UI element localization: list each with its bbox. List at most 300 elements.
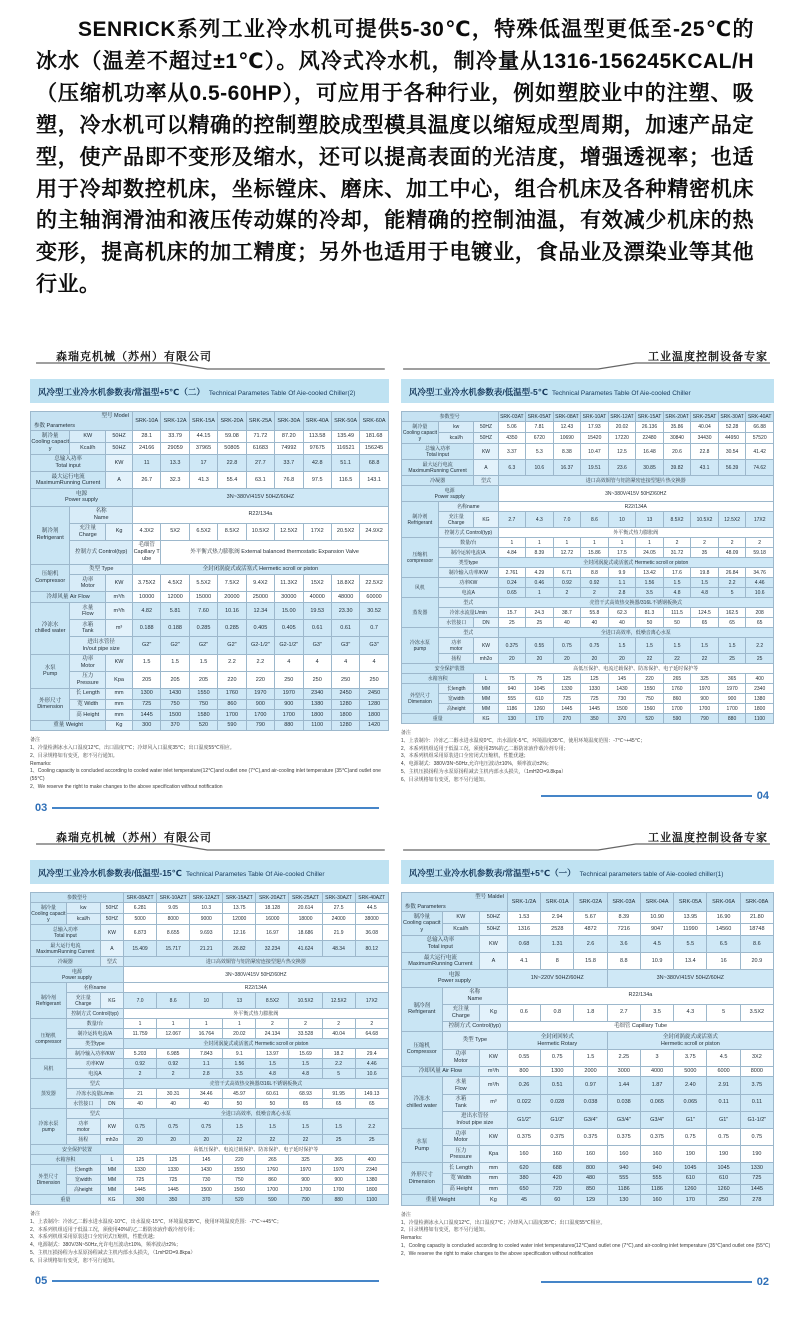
table-row [401,704,773,714]
table-cell: 全封闭涡旋式或活塞式 Hermetic scroll or piston [132,564,388,575]
table-cell: 160 [640,1146,673,1163]
table-cell: 全封闭涡旋式或活塞式 Hermetic scroll or piston [124,1039,389,1049]
table-cell: 8.6 [157,993,190,1009]
table-cell: 22480 [636,433,664,444]
table-row [401,502,773,512]
table-cell: 1700 [663,704,691,714]
table-cell: 风机 [401,578,438,598]
table-cell: 1445 [740,1184,773,1195]
table-cell: 750 [161,699,189,710]
table-cell: 电源 Power supply [31,489,133,506]
table-cell: Kcal/h [442,924,479,936]
spec-table-wrap [30,892,389,1205]
table-row [31,983,389,993]
table-row [401,1184,773,1195]
table-row [401,1094,773,1111]
panel-header [401,347,774,371]
table-cell: 制冷量 Cooling capacity [31,431,70,455]
table-cell: 18.8X2 [331,575,359,592]
table-cell: 宽width [66,1175,100,1185]
table-row [31,603,389,620]
table-cell: 0.375 [541,1129,574,1146]
table-cell: 900 [322,1175,355,1185]
table-cell: 1800 [355,1185,388,1195]
table-row [31,1099,389,1109]
table-cell: 33.79 [161,431,189,443]
table-cell: 9047 [640,924,673,936]
table-cell: 74992 [275,443,303,455]
table-cell: 65 [746,618,774,628]
table-cell: 3000 [607,1066,640,1077]
table-row [401,568,773,578]
table-row [401,987,773,1004]
table-cell: 重量 [401,714,474,724]
table-cell: 610 [526,694,554,704]
table-cell: 1430 [190,1165,223,1175]
table-cell: 压缩机 Compressor [401,1032,442,1066]
table-cell: 1260 [674,1184,707,1195]
table-cell: 36.08 [355,925,388,941]
table-cell: 370 [608,714,636,724]
table-cell: 充注量 Charge [70,523,106,540]
table-cell: 64.68 [355,1029,388,1039]
table-cell: MM [100,1165,123,1175]
table-cell: 23.30 [331,603,359,620]
table-cell: 控制方式 Control(typ) [66,1009,123,1019]
table-cell: 电流A [439,588,499,598]
table-cell: 12.5 [608,444,636,460]
table-cell: 750 [223,1175,256,1185]
table-cell: 1700 [246,710,274,721]
table-cell: 数量/台 [439,538,499,548]
table-cell: 功率 motor [439,638,474,654]
table-cell: 1186 [640,1184,673,1195]
table-cell: 8.8 [581,568,609,578]
table-cell: 20 [498,654,526,664]
table-cell: R22/134A [124,983,389,993]
table-cell: 0.028 [541,1094,574,1111]
table-cell: 全封闭涡旋式或活塞式 Hermetic scroll or piston [498,558,773,568]
table-cell: 3N~380V/415V 50HZ/60HZ [124,967,389,983]
table-cell: 0.375 [640,1129,673,1146]
table-cell: kcal/h [66,914,100,925]
table-cell: m³/h [106,592,133,603]
model-header-cell: SRK-05A [674,893,707,912]
table-row [31,1079,389,1089]
table-cell: 205 [189,671,217,688]
table-cell: 370 [190,1195,223,1205]
table-row [401,512,773,528]
table-cell: 参数型号 [401,412,498,422]
table-cell: 0.8 [541,1004,574,1021]
page-number: 02 [756,1276,769,1289]
table-cell: 型式 [100,957,123,967]
table-cell: 20.9 [740,953,773,970]
table-cell: 4000 [640,1066,673,1077]
table-cell: 160 [541,1146,574,1163]
table-cell: 2.2 [218,654,246,671]
table-cell: 26.136 [636,422,664,433]
table-cell: 8.6 [581,512,609,528]
table-cell: 名称name [439,502,499,512]
table-cell: 外平衡式热力膨胀阀 [498,528,773,538]
table-cell: 730 [190,1175,223,1185]
table-cell: 进口高效铜管与铝箔紧密连接型翅片热交换器 [124,957,389,967]
table-cell: 4.3X2 [132,523,160,540]
table-cell: 170 [526,714,554,724]
table-row [401,1032,773,1049]
table-cell: 5.5X2 [189,575,217,592]
table-cell: 44950 [718,433,746,444]
table-cell: 7.60 [189,603,217,620]
table-cell: 181.68 [360,431,388,443]
table-cell: 1700 [718,704,746,714]
table-cell: 0.6 [507,1004,540,1021]
table-cell: 1380 [746,694,774,704]
table-cell: 高低压保护、电流过载保护、防冻保护、电子延时保护等 [498,664,773,674]
table-cell: KW [106,575,133,592]
table-cell: 0.75 [190,1119,223,1135]
table-cell: 2.8 [190,1069,223,1079]
table-cell: 4.84 [498,548,526,558]
table-cell: 0.68 [507,935,540,952]
table-cell: Kpa [106,671,133,688]
table-row [31,957,389,967]
table-cell: 33.528 [289,1029,322,1039]
table-cell: 20 [581,654,609,664]
table-cell: 2.2 [355,1119,388,1135]
table-cell: 190 [740,1146,773,1163]
table-cell: 97.5 [303,472,331,489]
table-cell: 81.3 [636,608,664,618]
table-cell: 型式 [439,628,499,638]
table-cell [31,412,133,431]
table-cell: 压缩机 compressor [31,1019,67,1059]
table-cell: 1 [223,1019,256,1029]
table-cell: 0.11 [740,1094,773,1111]
table-cell: m³ [479,1094,507,1111]
table-cell: 30.54 [718,444,746,460]
table-cell: KW [479,1049,507,1066]
table-cell: 3N~380V/415V 50HZ/60HZ [498,486,773,502]
table-cell: 208 [746,608,774,618]
table-cell: 65 [289,1099,322,1109]
table-cell: 10 [608,512,636,528]
table-cell: 26.84 [718,568,746,578]
table-row [31,914,389,925]
table-cell: 扬程 [439,654,474,664]
table-cell: 17X2 [303,523,331,540]
table-cell: 7.0 [124,993,157,1009]
table-cell: 水管接口 [66,1099,100,1109]
table-cell: 6720 [526,433,554,444]
table-cell: KW [479,935,507,952]
table-cell: 0.75 [740,1129,773,1146]
model-header-cell: SRK-04A [640,893,673,912]
table-row [401,618,773,628]
table-cell: 4.29 [526,568,554,578]
table-cell: 20.5X2 [331,523,359,540]
table-cell: 1760 [663,684,691,694]
table-cell: 1.5 [691,638,719,654]
table-cell: 520 [223,1195,256,1205]
table-cell: 1300 [132,688,160,699]
model-header-cell: SRK-60A [360,412,388,431]
table-cell: 2 [256,1019,289,1029]
table-cell: 1500 [608,704,636,714]
table-cell: 1.5 [289,1119,322,1135]
table-cell: G3" [331,637,359,654]
table-cell: 21.21 [190,941,223,957]
table-cell: 制冷量 Cooling capacity [31,904,66,923]
table-cell: 220 [246,671,274,688]
table-cell: 940 [640,1163,673,1174]
table-cell: 220 [636,674,664,684]
table-cell: 160 [640,1195,673,1206]
company-name: 工业温度控制设备专家 [648,351,768,364]
table-row [401,1163,773,1174]
table-cell: 23.6 [608,460,636,476]
table-cell: 1380 [355,1175,388,1185]
table-cell: 113.58 [303,431,331,443]
table-row [401,1077,773,1094]
table-cell: 冷冻水流量L/min [66,1089,123,1099]
table-cell: 充注量 Charge [439,512,474,528]
table-cell: 116521 [331,443,359,455]
table-cell: 25 [718,654,746,664]
table-cell: 1.53 [507,912,540,924]
table-cell: 250 [707,1195,740,1206]
table-cell: 12000 [223,914,256,925]
table-cell: 1045 [526,684,554,694]
spec-table [401,892,774,1206]
table-cell: 1380 [303,699,331,710]
table-cell: 扬程 [66,1135,100,1145]
table-cell: 220 [218,671,246,688]
table-cell: 1560 [636,704,664,714]
table-cell: 40 [553,618,581,628]
table-cell: 135.49 [331,431,359,443]
table-cell: 30.31 [157,1089,190,1099]
model-header-cell: SRK-40AZT [355,893,388,903]
table-cell: 1.5 [718,638,746,654]
table-cell: 1 [124,1019,157,1029]
table-cell: 50 [256,1099,289,1109]
table-cell: 28.1 [132,431,160,443]
table-cell: G2" [161,637,189,654]
table-cell: 20.02 [223,1029,256,1039]
table-cell: 水量 Flow [442,1077,479,1094]
diag-label-model: 型号 Model [101,413,129,420]
model-header-cell: SRK-25AZT [289,893,322,903]
table-cell: 3.5 [636,588,664,598]
model-header-cell: SRK-03A [607,893,640,912]
table-cell: 5.5 [674,935,707,952]
table-cell: 51.1 [331,454,359,471]
table-cell: 13.42 [636,568,664,578]
table-row [31,1049,389,1059]
table-cell: MM [100,1185,123,1195]
table-cell: 24.134 [256,1029,289,1039]
table-cell: 外形尺寸 Dimension [31,688,70,720]
table-cell: 400 [355,1155,388,1165]
table-cell: 总输入功率 Total input [401,935,479,952]
spec-table-wrap [30,411,389,731]
table-cell: G3/4" [574,1111,607,1128]
table-cell: 长length [439,684,474,694]
table-cell: 50HZ [100,914,123,925]
table-cell: 3.75X2 [132,575,160,592]
table-cell: 功率 Motor [442,1049,479,1066]
table-cell: 名称 Name [70,506,133,523]
table-cell: 0.188 [132,620,160,637]
table-cell: 365 [322,1155,355,1165]
table-cell: KW [106,654,133,671]
table-row [31,893,389,903]
table-cell: 功率 Motor [442,1129,479,1146]
table-cell: 4 [360,654,388,671]
table-cell: mh2o [474,654,498,664]
table-cell: 最大运行电流 MaximumRunning Current [401,953,479,970]
table-cell: 900 [289,1175,322,1185]
table-cell: 全封闭涡旋式或活塞式 Hermetic scroll or piston [607,1032,773,1049]
table-cell: 1.5 [161,654,189,671]
table-cell: KW [474,444,498,460]
table-cell: 940 [498,684,526,694]
table-row [401,924,773,936]
catalog-grid [30,347,774,1288]
table-row [31,925,389,941]
table-cell: 0.405 [246,620,274,637]
table-cell: 40000 [303,592,331,603]
table-cell: Kg [479,1004,507,1021]
table-cell: 300 [132,720,160,731]
table-cell: kw [66,903,100,914]
table-row [31,699,389,710]
table-cell: 75 [498,674,526,684]
table-cell: 17X2 [746,512,774,528]
table-cell: 4 [303,654,331,671]
notes: 备注 1、上表制冷：冷冻乙二醇水进水温度-10℃，出水温度-15℃，环境温度35℃，使用环境温度范围：-7℃~+45℃； 2、本系列机组适用于低温工况，须使用40%的乙二醇防冻液作载冷剂专用； 3、本系列机组采用原装进口全密闭式压缩机，性能优越； 4、电源制式：380V/3N~50Hz,允许电压波动±10%，频率波动±2%； 5、主机压损扬程为水泵原扬程减去主机内部水头损失，（1mH2O=9.8kpa） 6、目录规格如有变更，恕不另行通知。 [30,1211,282,1264]
table-cell: 250 [303,671,331,688]
table-cell: 8.38 [553,444,581,460]
table-cell: 13 [223,993,256,1009]
table-cell: 2.2 [718,578,746,588]
table-cell: 0.405 [275,620,303,637]
table-cell: 0.24 [498,578,526,588]
table-cell: 33.7 [275,454,303,471]
table-cell: 20 [608,654,636,664]
table-cell: 650 [507,1184,540,1195]
table-cell: 22.8 [691,444,719,460]
table-cell: Kpa [479,1146,507,1163]
table-row [31,1119,389,1135]
table-cell: 160 [507,1146,540,1163]
table-cell: 外型尺寸 Dimension [401,684,438,714]
table-cell: 880 [322,1195,355,1205]
table-cell: 2.2 [322,1059,355,1069]
diag-label-model: 型号 Maldel [475,894,504,901]
table-cell: 冷却风量 Air Flow [31,592,106,603]
model-header-cell: SRK-08AZT [124,893,157,903]
table-cell: 22.8 [218,454,246,471]
table-cell: 进口高效铜管与铝箔紧密连接型翅片热交换器 [498,476,773,486]
table-cell: 18.128 [256,903,289,914]
table-cell: 水泵 Pump [31,654,70,688]
table-row [31,637,389,654]
table-cell: 610 [674,1173,707,1184]
table-cell: 1445 [157,1185,190,1195]
table-cell: 13 [636,512,664,528]
table-cell: 0.75 [581,638,609,654]
table-cell: 80.12 [355,941,388,957]
table-cell: 900 [246,699,274,710]
table-title-en: Technical parameters table of Aie-cooled chiller(1) [579,871,724,879]
table-cell: 电源 Power supply [401,486,498,502]
table-cell: 16.37 [553,460,581,476]
table-cell: 制冷输入功率/KW [66,1049,123,1059]
table-cell: 34.76 [746,568,774,578]
spec-table [401,411,774,724]
table-cell: 功率 Motor [70,575,106,592]
table-cell: 76.8 [275,472,303,489]
table-cell: 50 [636,618,664,628]
table-row [401,608,773,618]
table-row [401,578,773,588]
table-cell: 50 [223,1099,256,1109]
table-cell: 2 [746,538,774,548]
table-cell: 1.5 [574,1049,607,1066]
table-cell: 毛细管 Capillary Tube [507,1021,773,1032]
table-cell: 充注量 Charge [442,1004,479,1021]
table-row [401,893,773,912]
table-row [31,431,389,443]
table-cell: A [100,941,123,957]
table-row [401,548,773,558]
table-cell: 0.92 [157,1059,190,1069]
table-cell: 190 [707,1146,740,1163]
diag-label-params: 参数 Parameters [34,422,75,429]
table-cell: 制冷剂 Refrigerant [401,502,438,538]
table-cell: 1280 [331,699,359,710]
table-cell: 2.7 [498,512,526,528]
table-cell: 4.8 [289,1069,322,1079]
table-cell: 16.97 [256,925,289,941]
table-cell: 400 [746,674,774,684]
table-cell: KW [442,912,479,924]
table-cell: 520 [636,714,664,724]
table-row [401,935,773,952]
table-cell: 278 [740,1195,773,1206]
model-header-cell: SRK-50A [331,412,359,431]
table-cell: 压缩机 compressor [401,538,438,578]
table-cell: 1760 [218,688,246,699]
table-cell: 1N~220V 50HZ/60HZ [507,970,607,987]
table-row [401,654,773,664]
table-cell: m³ [106,620,133,637]
table-cell: 21.80 [740,912,773,924]
table-cell: 进出水管径 In/out pipe size [442,1111,507,1128]
table-cell: 进出水管径 In/out pipe size [70,637,133,654]
table-cell: 60000 [360,592,388,603]
table-cell: 冷冻水泵 pump [401,628,438,664]
table-cell: 5.81 [161,603,189,620]
table-cell: 宽 Width [70,699,106,710]
footer-rule [541,795,752,797]
table-cell: 重量 Weight [401,1195,479,1206]
table-cell: 2 [124,1069,157,1079]
table-cell: 6.985 [157,1049,190,1059]
